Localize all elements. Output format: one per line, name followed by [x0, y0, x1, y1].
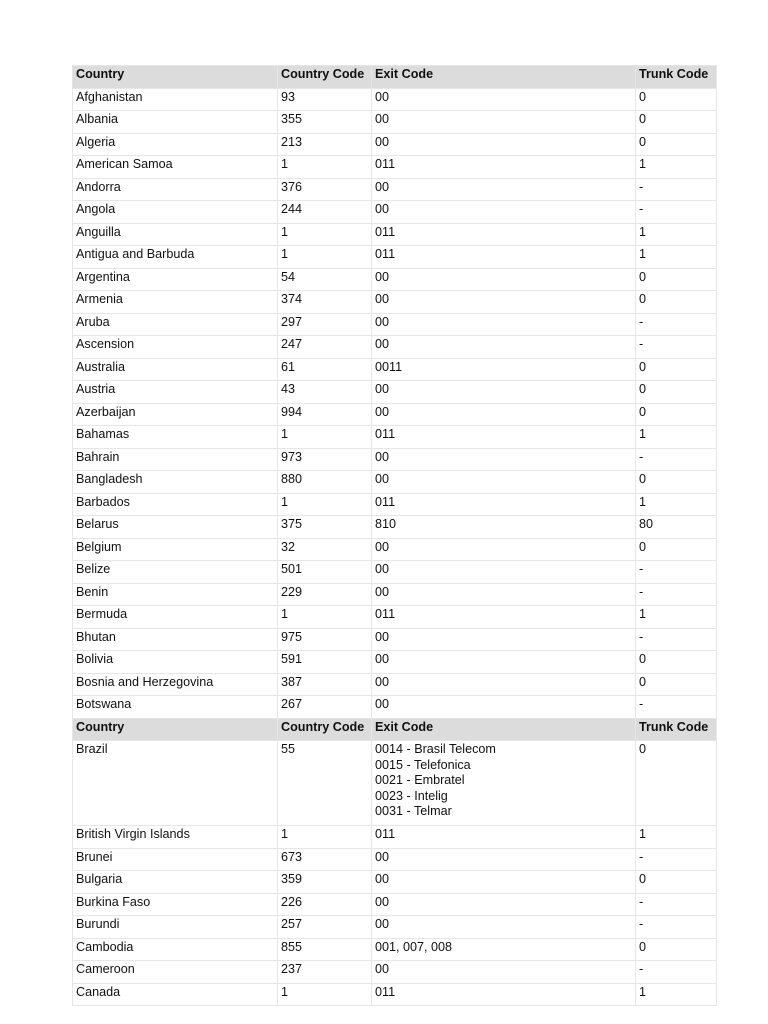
table-row [73, 916, 717, 939]
header-trunk-code: Trunk Code [636, 66, 717, 89]
cell-exit-code: 00 [372, 471, 636, 494]
cell-exit-code: 00 [372, 178, 636, 201]
cell-country: Austria [73, 381, 278, 404]
cell-trunk-code: 1 [636, 826, 717, 849]
cell-country: Burundi [73, 916, 278, 939]
cell-country-code: 267 [278, 696, 372, 719]
cell-country-code: 55 [278, 741, 372, 826]
cell-trunk-code: - [636, 961, 717, 984]
table-row [73, 673, 717, 696]
cell-exit-code: 011 [372, 606, 636, 629]
cell-trunk-code: 1 [636, 156, 717, 179]
table-row [73, 606, 717, 629]
cell-country-code: 32 [278, 538, 372, 561]
cell-country-code: 257 [278, 916, 372, 939]
header-exit-code: Exit Code [372, 66, 636, 89]
cell-exit-code: 00 [372, 336, 636, 359]
cell-country: Cambodia [73, 938, 278, 961]
table-row [73, 156, 717, 179]
cell-exit-code: 00 [372, 291, 636, 314]
cell-exit-code: 00 [372, 313, 636, 336]
cell-trunk-code: - [636, 561, 717, 584]
table-row [73, 336, 717, 359]
table-row [73, 938, 717, 961]
table-row [73, 893, 717, 916]
header-country-code: Country Code [278, 66, 372, 89]
cell-country-code: 591 [278, 651, 372, 674]
cell-trunk-code: 0 [636, 111, 717, 134]
cell-exit-code: 00 [372, 111, 636, 134]
cell-exit-code: 011 [372, 983, 636, 1006]
cell-country: Belgium [73, 538, 278, 561]
cell-trunk-code: - [636, 628, 717, 651]
cell-exit-code: 00 [372, 696, 636, 719]
cell-exit-code: 00 [372, 133, 636, 156]
cell-country-code: 1 [278, 983, 372, 1006]
cell-exit-code: 00 [372, 448, 636, 471]
cell-country-code: 387 [278, 673, 372, 696]
exit-code-line: 0015 - Telefonica [375, 757, 471, 772]
cell-exit-code: 00 [372, 871, 636, 894]
cell-country: Bolivia [73, 651, 278, 674]
cell-country: Burkina Faso [73, 893, 278, 916]
cell-country: Bahrain [73, 448, 278, 471]
cell-country-code: 973 [278, 448, 372, 471]
cell-country-code: 43 [278, 381, 372, 404]
table-row [73, 561, 717, 584]
cell-exit-code: 00 [372, 916, 636, 939]
cell-country-code: 297 [278, 313, 372, 336]
table-row [73, 741, 717, 826]
table-header-row [73, 66, 717, 89]
cell-trunk-code: 0 [636, 291, 717, 314]
cell-country: Belarus [73, 516, 278, 539]
table-row [73, 448, 717, 471]
cell-country-code: 61 [278, 358, 372, 381]
header-country: Country [73, 66, 278, 89]
cell-country: Bhutan [73, 628, 278, 651]
table-row [73, 246, 717, 269]
table-row [73, 178, 717, 201]
cell-trunk-code: - [636, 313, 717, 336]
cell-trunk-code: 80 [636, 516, 717, 539]
cell-trunk-code: 1 [636, 246, 717, 269]
cell-trunk-code: 0 [636, 938, 717, 961]
table-row [73, 471, 717, 494]
table-row [73, 871, 717, 894]
cell-trunk-code: - [636, 336, 717, 359]
cell-country-code: 1 [278, 606, 372, 629]
table-row [73, 696, 717, 719]
exit-code-line: 0014 - Brasil Telecom [375, 742, 496, 756]
table-row [73, 358, 717, 381]
exit-code-line: 0021 - Embratel [375, 773, 465, 787]
cell-exit-code: 011 [372, 223, 636, 246]
cell-exit-code: 00 [372, 403, 636, 426]
cell-country-code: 673 [278, 848, 372, 871]
cell-trunk-code: 0 [636, 651, 717, 674]
cell-trunk-code: 0 [636, 871, 717, 894]
cell-exit-code: 00 [372, 268, 636, 291]
cell-trunk-code: 0 [636, 673, 717, 696]
table-row [73, 403, 717, 426]
cell-exit-code: 011 [372, 246, 636, 269]
cell-trunk-code: - [636, 848, 717, 871]
cell-country: Ascension [73, 336, 278, 359]
cell-country: American Samoa [73, 156, 278, 179]
cell-exit-code: 00 [372, 583, 636, 606]
cell-exit-code: 011 [372, 156, 636, 179]
cell-exit-code [372, 741, 636, 826]
cell-country: Bulgaria [73, 871, 278, 894]
cell-exit-code: 00 [372, 673, 636, 696]
table-row [73, 493, 717, 516]
cell-trunk-code: 1 [636, 223, 717, 246]
table-row [73, 111, 717, 134]
cell-country: British Virgin Islands [73, 826, 278, 849]
cell-country-code: 213 [278, 133, 372, 156]
cell-country: Argentina [73, 268, 278, 291]
cell-country-code: 1 [278, 426, 372, 449]
table-row [73, 381, 717, 404]
cell-country-code: 355 [278, 111, 372, 134]
cell-trunk-code: 1 [636, 426, 717, 449]
cell-trunk-code: 0 [636, 268, 717, 291]
cell-country-code: 880 [278, 471, 372, 494]
cell-exit-code: 00 [372, 88, 636, 111]
cell-trunk-code: 1 [636, 493, 717, 516]
cell-trunk-code: 0 [636, 358, 717, 381]
exit-code-line: 0023 - Intelig [375, 788, 448, 803]
table-row [73, 88, 717, 111]
table-row [73, 583, 717, 606]
cell-country: Algeria [73, 133, 278, 156]
cell-country: Benin [73, 583, 278, 606]
cell-trunk-code: 0 [636, 88, 717, 111]
cell-country: Barbados [73, 493, 278, 516]
cell-country: Armenia [73, 291, 278, 314]
cell-trunk-code: 0 [636, 381, 717, 404]
cell-trunk-code: 0 [636, 741, 717, 826]
cell-country: Bosnia and Herzegovina [73, 673, 278, 696]
cell-country-code: 375 [278, 516, 372, 539]
cell-trunk-code: - [636, 448, 717, 471]
cell-trunk-code: 0 [636, 403, 717, 426]
cell-trunk-code: - [636, 178, 717, 201]
cell-country-code: 855 [278, 938, 372, 961]
cell-country: Bermuda [73, 606, 278, 629]
cell-country: Brunei [73, 848, 278, 871]
cell-exit-code: 00 [372, 848, 636, 871]
cell-exit-code: 011 [372, 426, 636, 449]
cell-trunk-code: - [636, 583, 717, 606]
cell-country: Andorra [73, 178, 278, 201]
cell-country-code: 1 [278, 826, 372, 849]
cell-country-code: 975 [278, 628, 372, 651]
cell-exit-code: 001, 007, 008 [372, 938, 636, 961]
cell-exit-code: 011 [372, 493, 636, 516]
cell-country: Bangladesh [73, 471, 278, 494]
table-row [73, 426, 717, 449]
table-body [73, 66, 717, 1006]
cell-country-code: 244 [278, 201, 372, 224]
cell-country-code: 359 [278, 871, 372, 894]
cell-country: Afghanistan [73, 88, 278, 111]
cell-exit-code: 011 [372, 826, 636, 849]
cell-country-code: 1 [278, 493, 372, 516]
cell-exit-code: 00 [372, 381, 636, 404]
cell-trunk-code: - [636, 696, 717, 719]
header-exit-code: Exit Code [372, 718, 636, 741]
table-row [73, 516, 717, 539]
cell-exit-code: 0011 [372, 358, 636, 381]
cell-trunk-code: 1 [636, 606, 717, 629]
cell-country: Albania [73, 111, 278, 134]
cell-country-code: 994 [278, 403, 372, 426]
cell-trunk-code: 0 [636, 538, 717, 561]
cell-country-code: 1 [278, 246, 372, 269]
table-row [73, 133, 717, 156]
header-country: Country [73, 718, 278, 741]
cell-exit-code: 00 [372, 201, 636, 224]
cell-trunk-code: 0 [636, 471, 717, 494]
cell-exit-code: 00 [372, 651, 636, 674]
cell-exit-code: 00 [372, 961, 636, 984]
cell-country: Antigua and Barbuda [73, 246, 278, 269]
table-row [73, 961, 717, 984]
table-row [73, 313, 717, 336]
table-header-row [73, 718, 717, 741]
table-row [73, 538, 717, 561]
cell-country-code: 237 [278, 961, 372, 984]
table-row [73, 826, 717, 849]
table-row [73, 223, 717, 246]
cell-trunk-code: - [636, 916, 717, 939]
cell-trunk-code: - [636, 893, 717, 916]
table-row [73, 983, 717, 1006]
cell-country-code: 376 [278, 178, 372, 201]
cell-country-code: 229 [278, 583, 372, 606]
cell-country: Angola [73, 201, 278, 224]
table-row [73, 628, 717, 651]
cell-trunk-code: 0 [636, 133, 717, 156]
cell-country: Brazil [73, 741, 278, 826]
cell-exit-code: 810 [372, 516, 636, 539]
cell-country-code: 374 [278, 291, 372, 314]
table-row [73, 201, 717, 224]
cell-exit-code: 00 [372, 538, 636, 561]
table-row [73, 848, 717, 871]
cell-country: Australia [73, 358, 278, 381]
cell-country: Cameroon [73, 961, 278, 984]
cell-country: Bahamas [73, 426, 278, 449]
header-country-code: Country Code [278, 718, 372, 741]
cell-exit-code: 00 [372, 893, 636, 916]
cell-country: Botswana [73, 696, 278, 719]
cell-country-code: 1 [278, 156, 372, 179]
cell-country-code: 54 [278, 268, 372, 291]
cell-country: Aruba [73, 313, 278, 336]
header-trunk-code: Trunk Code [636, 718, 717, 741]
cell-country-code: 247 [278, 336, 372, 359]
cell-country: Belize [73, 561, 278, 584]
table-row [73, 268, 717, 291]
exit-code-line: 0031 - Telmar [375, 804, 452, 818]
cell-country-code: 226 [278, 893, 372, 916]
cell-country-code: 501 [278, 561, 372, 584]
cell-trunk-code: - [636, 201, 717, 224]
table-row [73, 291, 717, 314]
cell-country: Anguilla [73, 223, 278, 246]
cell-trunk-code: 1 [636, 983, 717, 1006]
cell-country: Canada [73, 983, 278, 1006]
cell-exit-code: 00 [372, 628, 636, 651]
cell-exit-code: 00 [372, 561, 636, 584]
cell-country-code: 93 [278, 88, 372, 111]
country-codes-table [72, 65, 717, 1006]
table-row [73, 651, 717, 674]
cell-country-code: 1 [278, 223, 372, 246]
cell-country: Azerbaijan [73, 403, 278, 426]
